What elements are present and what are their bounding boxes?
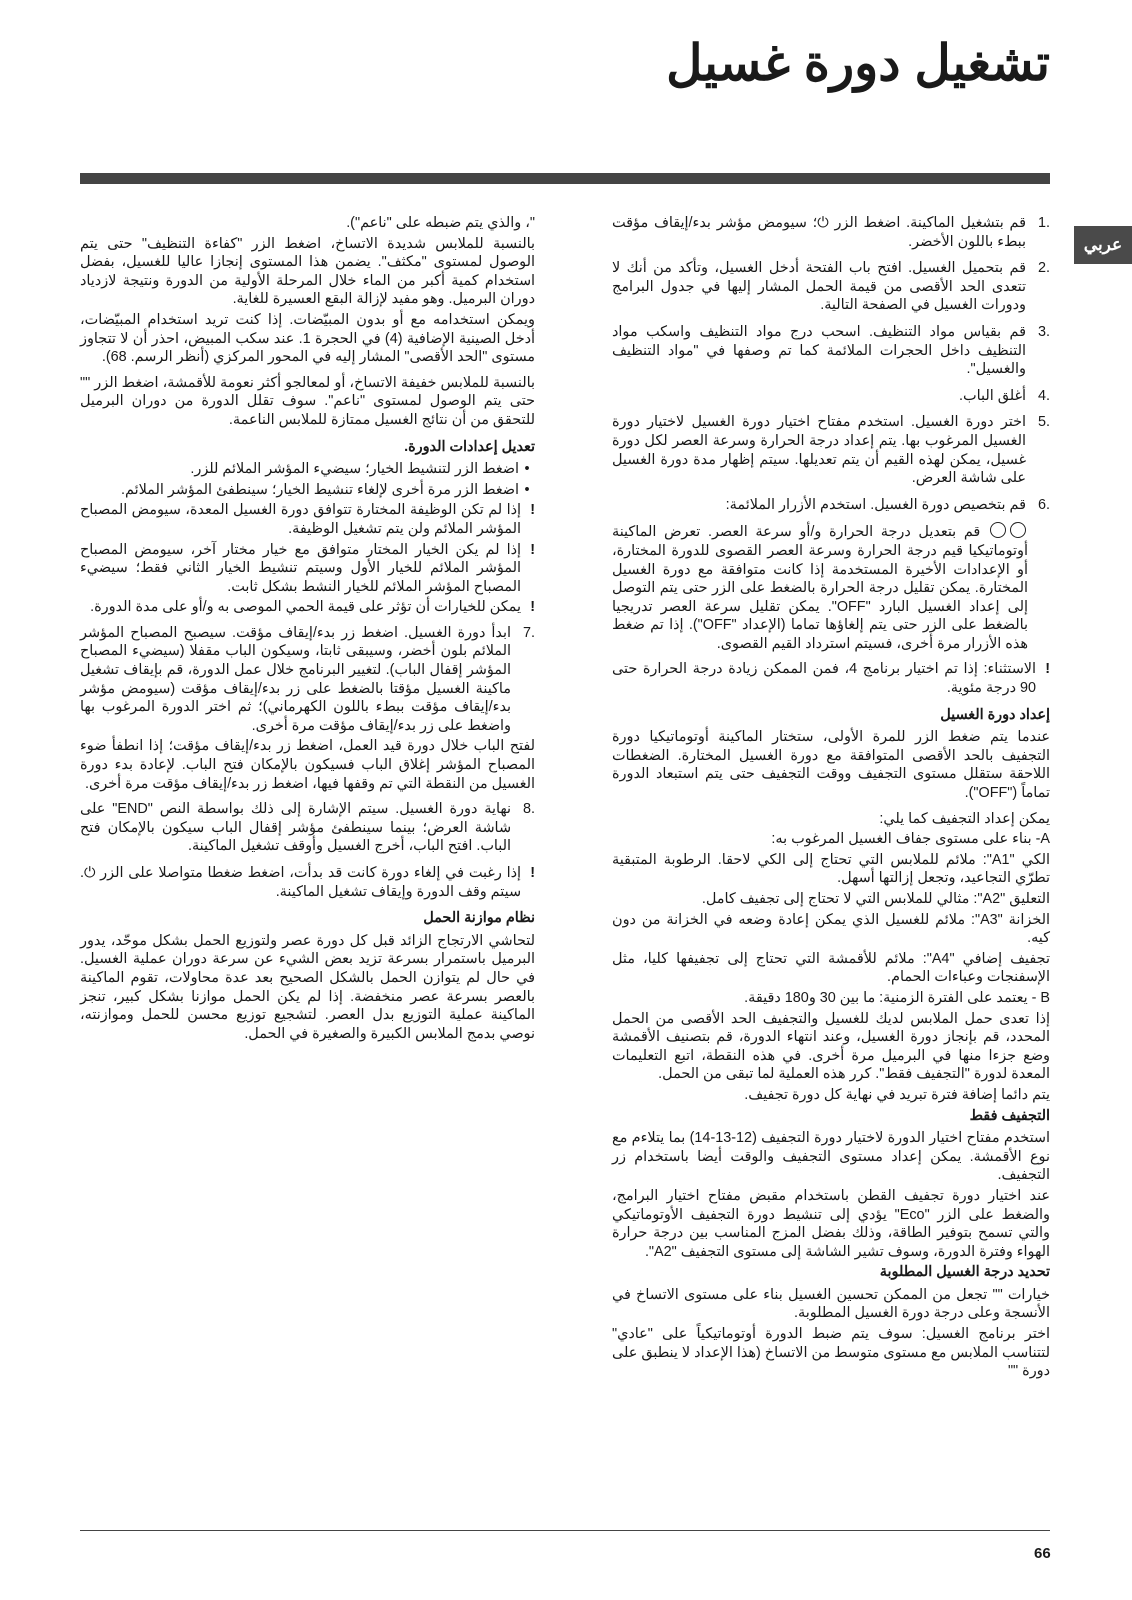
- warning-note: ! يمكن للخيارات أن تؤثر على قيمة الحمي الموصى به و/أو على مدة الدورة.: [90, 599, 535, 616]
- step-number: .8: [522, 801, 535, 818]
- spin-icon: [990, 522, 1006, 538]
- paragraph: تجفيف إضافي "A4": ملائم للأقمشة التي تحتاج إلى تجفيفها كليا، مثل الإسفنجات وعباءات الحمام.: [612, 950, 1050, 986]
- step-text: قم بتشغيل الماكينة. اضغط الزر ⏻؛ سيومض مؤشر بدء/إيقاف مؤقت ببطء باللون الأخضر.: [612, 215, 1026, 250]
- exclamation-icon: !: [530, 541, 535, 558]
- warning-note: ! الاستثناء: إذا تم اختيار برنامج 4، فمن الممكن زيادة درجة الحرارة حتى 90 درجة مئوية.: [612, 661, 1050, 697]
- section-heading: نظام موازنة الحمل: [423, 910, 535, 927]
- step-3: [612, 323, 1050, 379]
- paragraph: الكي "A1": ملائم للملابس التي تحتاج إلى الكي لاحقا. الرطوبة المتبقية تطرّي التجاعيد، وتجعل إزالتها أسهل.: [612, 851, 1051, 887]
- step-number: .3: [1037, 323, 1050, 340]
- bullet-icon: •: [524, 461, 530, 478]
- paragraph: التعليق "A2": مثالي للملابس التي لا تحتاج إلى تجفيف كامل.: [701, 891, 1050, 907]
- step-number: .1: [1037, 215, 1050, 231]
- step-number: .2: [1037, 260, 1050, 277]
- paragraph: يتم دائما إضافة فترة تبريد في نهاية كل دورة تجفيف.: [744, 1086, 1050, 1103]
- paragraph: الخزانة "A3": ملائم للغسيل الذي يمكن إعادة وضعه في الخزانة من دون كيه.: [612, 911, 1051, 947]
- exclamation-icon: !: [530, 502, 535, 519]
- section-heading: تحديد درجة الغسيل المطلوبة: [879, 1264, 1050, 1281]
- step-7: [80, 624, 535, 736]
- step-number: .4: [1037, 387, 1050, 404]
- page-title: تشغيل دورة غسيل: [666, 35, 1050, 91]
- step-text: أغلق الباب.: [959, 387, 1026, 404]
- step-4: [612, 387, 1050, 406]
- section-heading: إعداد دورة الغسيل: [940, 706, 1050, 723]
- step-number: .5: [1037, 414, 1050, 431]
- header-divider: [80, 173, 1050, 184]
- step-text: ابدأ دورة الغسيل. اضغط زر بدء/إيقاف مؤقت. سيصبح المصباح المؤشر الملائم بلون أخضر، وسيبقى ثابتا، وسيكون الباب مقفلا (سيضيء المصباح المؤشر إقفال الباب). لتغيير البرنامج خلال عمل الدورة، قم بإيقاف تشغيل ماكينة الغسيل مؤقتا بالضغط على زر بدء/إيقاف مؤقت (سيومض مؤشر بدء/إيقاف مؤقت ببطء باللون الكهرماني)؛ ثم اختر الدورة المرغوب بها واضغط على زر بدء/إيقاف مؤقت مرة أخرى.: [80, 624, 511, 734]
- step-text: قم بتحميل الغسيل. افتح باب الفتحة أدخل الغسيل، وتأكد من أنك لا تتعدى الحد الأقصى من قيمة الحمل المشار إليها في جدول البرامج ودورات الغسيل في الصفحة التالية.: [612, 260, 1026, 314]
- paragraph: استخدم مفتاح اختيار الدورة لاختيار دورة التجفيف (12-13-14) بما يتلاءم مع نوع الأقمشة. يمكن إعداد مستوى التجفيف والوقت أيضا باستخدام زر التجفيف.: [612, 1130, 1050, 1184]
- exclamation-icon: !: [530, 865, 535, 881]
- step-6: [612, 496, 1050, 515]
- left-column: [80, 214, 535, 1050]
- paragraph: اختر برنامج الغسيل: سوف يتم ضبط الدورة أوتوماتيكياً على "عادي" لتتناسب الملابس مع مستوى متوسط من الاتساخ (هذا الإعداد لا ينطبق على دورة "": [612, 1326, 1050, 1380]
- paragraph: A- بناء على مستوى جفاف الغسيل المرغوب به:: [771, 831, 1050, 848]
- step-number: .7: [522, 624, 535, 641]
- warning-note: ! إذا لم يكن الخيار المختار متوافق مع خيار مختار آخر، سيومض المصباح المؤشر الملائم للخيار الأول وسيتم تنشيط الخيار الثاني فقط؛ سيضيء المصباح المؤشر الملائم للخيار النشط بشكل ثابت.: [80, 541, 535, 595]
- exclamation-icon: !: [530, 599, 535, 616]
- step-2: [612, 259, 1050, 315]
- warning-note: ! إذا لم تكن الوظيفة المختارة تتوافق دورة الغسيل المعدة، سيومض المصباح المؤشر الملائم ولن يتم تشغيل الوظيفة.: [80, 502, 535, 537]
- paragraph: بالنسبة للملابس خفيفة الاتساخ، أو لمعالجو أكثر نعومة للأقمشة، اضغط الزر "" حتى يتم الوصول لمستوى "ناعم". سوف تقلل الدورة من دوران البرميل للتحقق من أن نتائج الغسيل ممتازة للملابس الناعمة.: [80, 374, 535, 428]
- paragraph: يمكن إعداد التجفيف كما يلي:: [879, 810, 1050, 827]
- paragraph: لفتح الباب خلال دورة قيد العمل، اضغط زر بدء/إيقاف مؤقت؛ إذا انطفأ ضوء المصباح المؤشر إغلاق الباب فسيكون بالإمكان فتح الباب. لإعادة بدء دورة الغسيل من النقطة التي تم وقفها فيها، اضغط زر بدء/إيقاف مؤقت مرة أخرى.: [80, 738, 535, 792]
- step-text: قم بقياس مواد التنظيف. اسحب درج مواد التنظيف واسكب مواد التنظيف داخل الحجرات الملائمة كما تم وصفها في "مواد التنظيف والغسيل".: [612, 323, 1026, 378]
- temperature-spin-text: قم بتعديل درجة الحرارة و/أو سرعة العصر. تعرض الماكينة أوتوماتيكيا قيم درجة الحرارة وسرعة العصر القصوى للدورة المختارة، أو الإعدادات الأخيرة المستخدمة إذا كانت متوافقة مع دورة الغسيل المختارة. يمكن تقليل درجة الحرارة بالضغط على الزر حتى يتم التوصل إلى إعداد الغسيل البارد "OFF". يمكن تقليل سرعة العصر تدريجيا بالضغط على الزر حتى يتم إلغاؤها تماما (الإعداد "OFF"). إذا تم ضغط هذه الأزرار مرة أخرى، فسيتم استرداد القيم القصوى.: [612, 524, 1028, 652]
- paragraph: عندما يتم ضغط الزر للمرة الأولى، ستختار الماكينة أوتوماتيكيا دورة التجفيف بالحد الأقصى المتوافقة مع دورة الغسيل المختارة. الضغطات اللاحقة ستقلل مستوى التجفيف ووقت التجفيف حتى يتم استبعاد الدورة تماماً ("OFF").: [612, 729, 1050, 802]
- step-text: اختر دورة الغسيل. استخدم مفتاح اختيار دورة الغسيل لاختيار دورة الغسيل المرغوب بها. يتم إعداد درجة الحرارة وسرعة العصر لكل دورة غسيل، يمكن لهذه القيم أن يتم تعديلها. سيتم إظهار مدة دورة الغسيل على شاشة العرض.: [612, 414, 1026, 487]
- paragraph: عند اختيار دورة تجفيف القطن باستخدام مقبض مفتاح اختيار البرامج، والضغط على الزر "Eco" يؤدي إلى تنشيط دورة التجفيف الأوتوماتيكي والتي تسمح بتوفير الطاقة، وذلك بفضل المزج المناسب بين درجة حرارة الهواء وفترة الدورة، وسوف تشير الشاشة إلى مستوى التجفيف "A2".: [612, 1187, 1050, 1260]
- paragraph: بالنسبة للملابس شديدة الاتساخ، اضغط الزر "كفاءة التنظيف" حتى يتم الوصول لمستوى "مكثف". يضمن هذا المستوى إنجازا عاليا للغسيل، بفضل استخدام كمية أكبر من الماء خلال المرحلة الأولية من الدورة ونتيجة لازدياد دوران البرميل. وهو مفيد لإزالة البقع العسيرة للغاية.: [80, 235, 535, 308]
- list-item: • اضغط الزر لتنشيط الخيار؛ سيضيء المؤشر الملائم للزر.: [80, 460, 535, 479]
- paragraph: B - يعتمد على الفترة الزمنية: ما بين 30 و180 دقيقة.: [744, 989, 1050, 1006]
- page-number: 66: [1034, 1545, 1051, 1562]
- exclamation-icon: !: [1045, 661, 1050, 678]
- footer-divider: [80, 1530, 1050, 1531]
- list-item: • اضغط الزر مرة أخرى لإلغاء تنشيط الخيار؛ سينطفئ المؤشر الملائم.: [80, 481, 535, 500]
- paragraph: "، والذي يتم ضبطه على "ناعم").: [346, 215, 535, 231]
- step-text: قم بتخصيص دورة الغسيل. استخدم الأزرار الملائمة:: [725, 496, 1026, 513]
- paragraph: لتحاشي الارتجاج الزائد قبل كل دورة عصر ولتوزيع الحمل بشكل موحّد، يدور البرميل باستمرار بسرعة تزيد بعض الشيء عن سرعة دوران عملية الغسيل. في حال لم يتوازن الحمل بالشكل الصحيح بعد عدة محاولات، تقوم الماكينة بالعصر بسرعة عصر منخفضة. إذا لم يكن الحمل موازنا بشكل كبير، تنجز الماكينة عملية التوزيع بدل العصر. لتشجيع توزيع محسن للحمل وموازنته، نوصي بدمج الملابس الكبيرة والصغيرة في الحمل.: [80, 932, 535, 1042]
- bullet-icon: •: [524, 481, 530, 498]
- warning-note: ! إذا رغبت في إلغاء دورة كانت قد بدأت، اضغط ضغطا متواصلا على الزر ⏻. سيتم وقف الدورة وإيقاف تشغيل الماكينة.: [80, 865, 535, 900]
- section-heading: تعديل إعدادات الدورة.: [404, 438, 535, 455]
- step-8: [80, 800, 535, 856]
- paragraph: خيارات "" تجعل من الممكن تحسين الغسيل بناء على مستوى الاتساخ في الأنسجة وعلى درجة دورة الغسيل المطلوبة.: [612, 1286, 1050, 1322]
- step-5: [612, 413, 1050, 487]
- step-text: نهاية دورة الغسيل. سيتم الإشارة إلى ذلك بواسطة النص "END" على شاشة العرض؛ بينما سينطفئ مؤشر إقفال الباب سيكون بالإمكان فتح الباب. افتح الباب، أخرج الغسيل وأوقف تشغيل الماكينة.: [80, 801, 512, 855]
- language-tab[interactable]: عربي: [1074, 226, 1132, 264]
- paragraph: ويمكن استخدامه مع أو بدون المبيّضات. إذا كنت تريد استخدام المبيّضات، أدخل الصينية الإضافية (4) في الحجرة 1. عند سكب المبيض، احذر أن لا تتجاوز مستوى "الحد الأقصى" المشار إليه في المحور المركزي (أنظر الرسم. 68).: [80, 311, 536, 366]
- step-1: [612, 214, 1050, 251]
- temperature-icon: [1010, 522, 1026, 538]
- paragraph: إذا تعدى حمل الملابس لديك للغسيل والتجفيف الحد الأقصى من الحمل المحدد، قم بإنجاز دورة الغسيل، وعند انتهاء الدورة، قم بتصنيف الأقمشة وضع جزءا منها في البرميل مرة أخرى. في هذه النقطة، اتبع التعليمات المعدة لدورة "التجفيف فقط". كرر هذه العملية لما تبقى من الحمل.: [612, 1010, 1050, 1083]
- right-column: [612, 214, 1050, 1383]
- step-number: .6: [1037, 496, 1050, 513]
- section-heading: التجفيف فقط: [969, 1107, 1050, 1124]
